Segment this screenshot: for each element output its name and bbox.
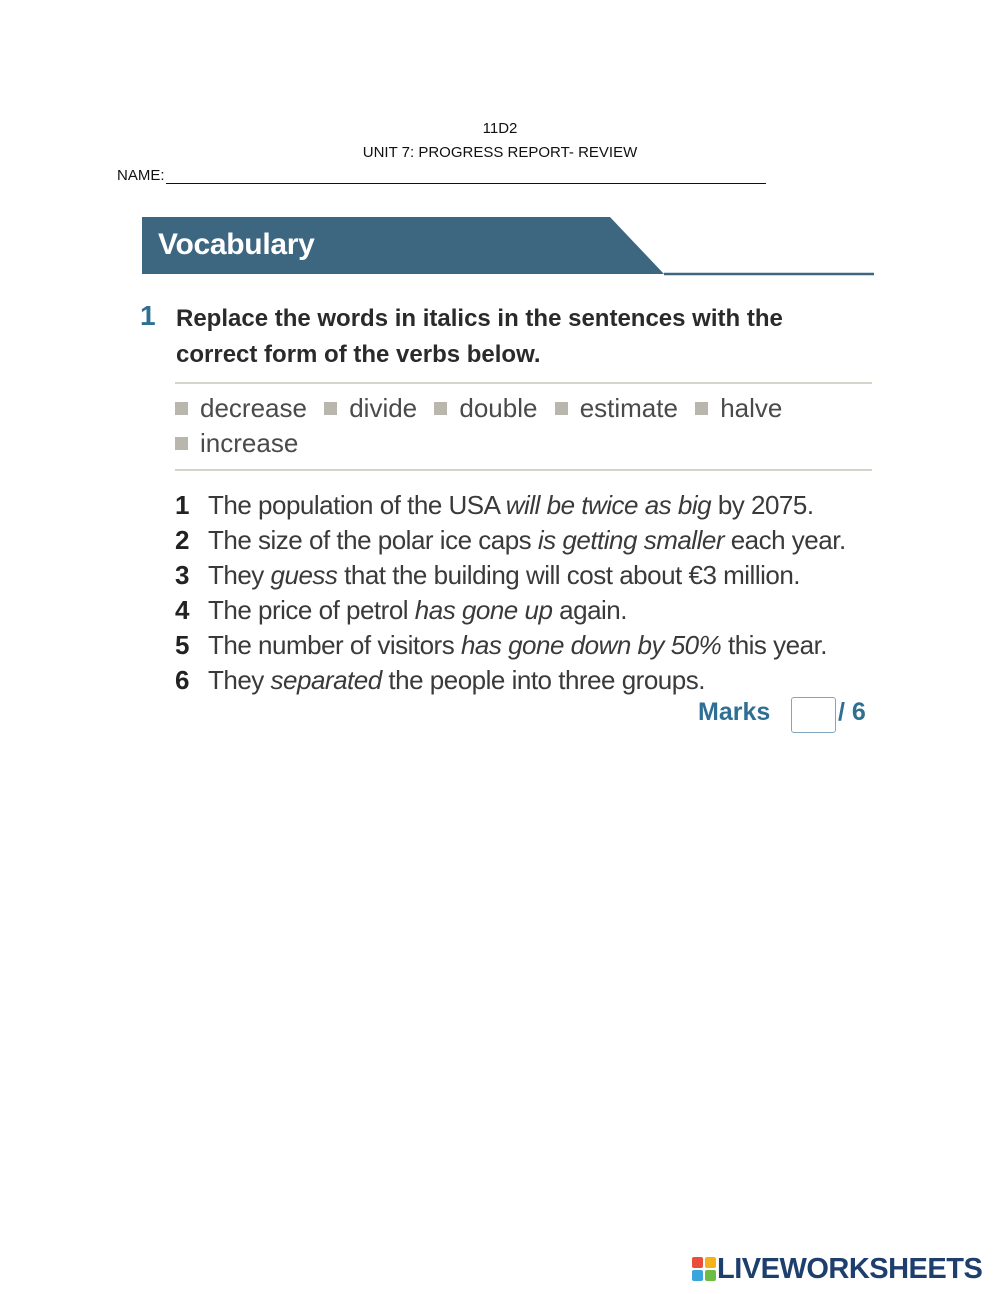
marks-total: / 6	[838, 698, 866, 726]
sentence-text: The size of the polar ice caps	[208, 525, 538, 555]
sentence-text: each year.	[723, 525, 846, 555]
sentence-text: The price of petrol	[208, 595, 415, 625]
sentence-list	[175, 488, 875, 698]
word-label: decrease	[200, 393, 307, 423]
word-item	[555, 393, 678, 423]
liveworksheets-wordmark: LIVEWORKSHEETS	[717, 1253, 983, 1285]
sentence-number: 5	[175, 630, 189, 660]
word-box	[175, 391, 865, 461]
sentence-item	[175, 628, 875, 663]
square-bullet-icon	[175, 437, 188, 450]
word-label: halve	[720, 393, 783, 423]
liveworksheets-badge-icon	[692, 1257, 716, 1281]
class-code: 11D2	[482, 120, 518, 137]
sentence-text: They	[208, 665, 271, 695]
word-item	[434, 393, 537, 423]
sentence-text: that the building will cost about €3 million.	[337, 560, 801, 590]
sentence-text: again.	[552, 595, 627, 625]
vocabulary-banner	[142, 217, 874, 277]
sentence-text: The population of the USA	[208, 490, 506, 520]
marks-input[interactable]	[791, 697, 836, 733]
unit-title: UNIT 7: PROGRESS REPORT- REVIEW	[362, 144, 638, 161]
name-blank	[166, 167, 766, 184]
square-bullet-icon	[695, 402, 708, 415]
divider	[175, 469, 872, 471]
sentence-item	[175, 523, 875, 558]
italic-phrase: is getting smaller	[537, 525, 724, 555]
section-title: Vocabulary	[158, 228, 315, 261]
sentence-number: 1	[175, 490, 189, 520]
word-label: divide	[349, 393, 418, 423]
divider	[175, 382, 872, 384]
word-label: estimate	[579, 393, 678, 423]
sentence-text: the people into three groups.	[381, 665, 705, 695]
sentence-number: 4	[175, 595, 189, 625]
square-bullet-icon	[175, 402, 188, 415]
sentence-text: They	[208, 560, 271, 590]
marks-label: Marks	[698, 698, 771, 726]
sentence-number: 3	[175, 560, 189, 590]
name-line	[117, 167, 766, 184]
sentence-text: by 2075.	[711, 490, 814, 520]
exercise-number: 1	[140, 300, 156, 331]
sentence-item	[175, 593, 875, 628]
sentence-text: this year.	[721, 630, 828, 660]
liveworksheets-logo	[692, 1253, 992, 1285]
name-label: NAME:	[117, 167, 165, 184]
word-item	[175, 393, 307, 423]
word-item	[695, 393, 782, 423]
exercise-instruction: Replace the words in italics in the sentences with the correct form of the verbs below.	[176, 305, 783, 368]
italic-phrase: guess	[270, 560, 338, 590]
italic-phrase: separated	[270, 665, 382, 695]
square-bullet-icon	[555, 402, 568, 415]
sentence-number: 6	[175, 665, 189, 695]
sentence-text: The number of visitors	[208, 630, 461, 660]
sentence-item	[175, 488, 875, 523]
word-item	[175, 428, 298, 458]
italic-phrase: has gone up	[414, 595, 553, 625]
word-item	[324, 393, 417, 423]
word-label: double	[459, 393, 538, 423]
square-bullet-icon	[324, 402, 337, 415]
word-label: increase	[200, 428, 299, 458]
sentence-item	[175, 558, 875, 593]
square-bullet-icon	[434, 402, 447, 415]
italic-phrase: will be twice as big	[505, 490, 712, 520]
sentence-number: 2	[175, 525, 189, 555]
italic-phrase: has gone down by 50%	[460, 630, 722, 660]
sentence-item	[175, 663, 875, 698]
